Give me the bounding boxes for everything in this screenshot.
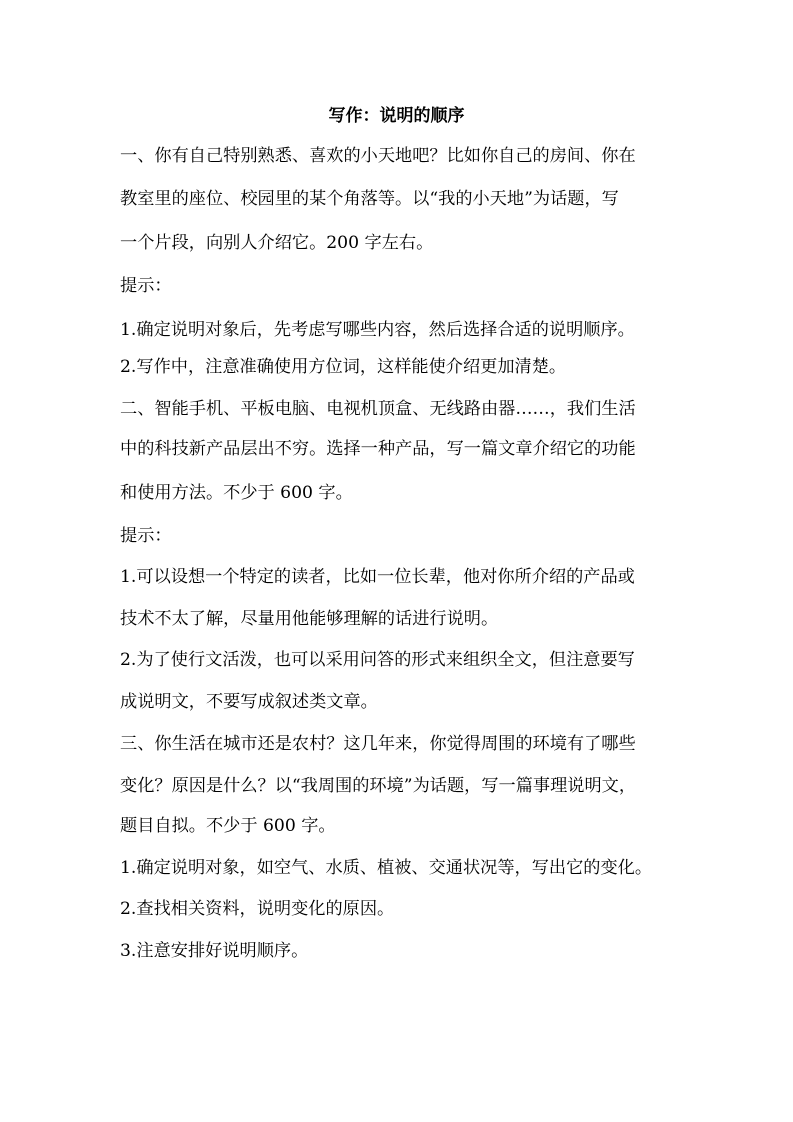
text-line: 二、智能手机、平板电脑、电视机顶盒、无线路由器……，我们生活	[120, 399, 636, 419]
document-title: 写作：说明的顺序	[328, 106, 465, 126]
text-line: 和使用方法。不少于 600 字。	[120, 483, 353, 503]
text-line: 三、你生活在城市还是农村？这几年来，你觉得周围的环境有了哪些	[120, 734, 636, 754]
text-line: 2.写作中，注意准确使用方位词，这样能使介绍更加清楚。	[120, 357, 567, 377]
text-line: 题目自拟。不少于 600 字。	[120, 816, 336, 836]
text-line: 2.查找相关资料，说明变化的原因。	[120, 899, 395, 919]
text-line: 教室里的座位、校园里的某个角落等。以“我的小天地”为话题，写	[120, 189, 619, 209]
text-line: 提示：	[120, 526, 172, 546]
text-line: 成说明文，不要写成叙述类文章。	[120, 692, 378, 712]
text-line: 2.为了使行文活泼，也可以采用问答的形式来组织全文，但注意要写	[120, 650, 635, 670]
text-line: 中的科技新产品层出不穷。选择一种产品，写一篇文章介绍它的功能	[120, 439, 636, 459]
text-line: 1.可以设想一个特定的读者，比如一位长辈，他对你所介绍的产品或	[120, 567, 635, 587]
text-line: 一个片段，向别人介绍它。200 字左右。	[120, 233, 434, 253]
text-line: 1.确定说明对象，如空气、水质、植被、交通状况等，写出它的变化。	[120, 858, 653, 878]
text-line: 变化？原因是什么？以“我周围的环境”为话题，写一篇事理说明文，	[120, 776, 637, 796]
text-line: 3.注意安排好说明顺序。	[120, 941, 309, 961]
text-line: 1.确定说明对象后，先考虑写哪些内容，然后选择合适的说明顺序。	[120, 320, 635, 340]
text-line: 技术不太了解，尽量用他能够理解的话进行说明。	[120, 609, 499, 629]
text-line: 提示：	[120, 276, 172, 296]
text-line: 一、你有自己特别熟悉、喜欢的小天地吧？比如你自己的房间、你在	[120, 146, 636, 166]
